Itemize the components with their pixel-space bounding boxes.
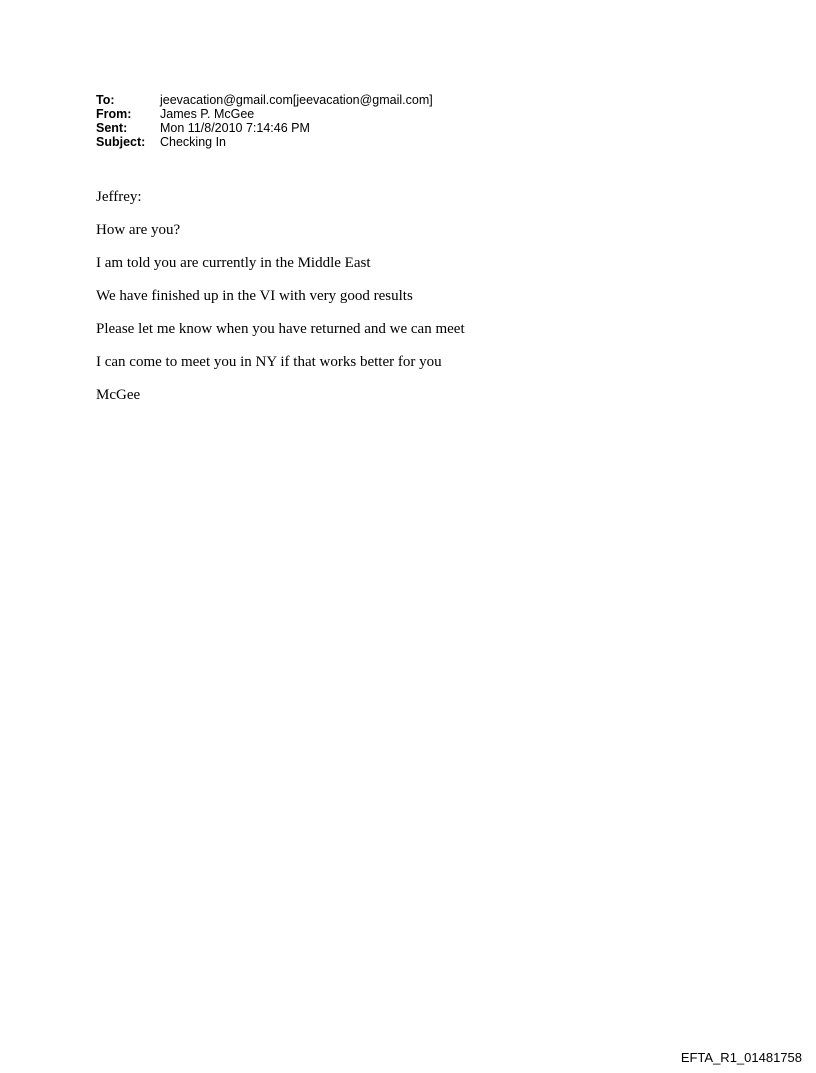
body-line: We have finished up in the VI with very good results bbox=[96, 288, 413, 304]
from-label: From: bbox=[96, 107, 132, 121]
email-header bbox=[96, 93, 433, 149]
to-label: To: bbox=[96, 93, 115, 107]
subject-label: Subject: bbox=[96, 135, 146, 149]
sent-label: Sent: bbox=[96, 121, 128, 135]
document-id: EFTA_R1_01481758 bbox=[680, 1050, 802, 1065]
header-row-from bbox=[96, 107, 433, 121]
header-row-to bbox=[96, 93, 433, 107]
to-value: jeevacation@gmail.com[jeevacation@gmail.com] bbox=[160, 93, 433, 107]
from-value: James P. McGee bbox=[160, 107, 255, 121]
greeting: Jeffrey: bbox=[96, 189, 142, 205]
sent-value: Mon 11/8/2010 7:14:46 PM bbox=[160, 121, 310, 135]
body-line: How are you? bbox=[96, 222, 181, 238]
email-body bbox=[96, 188, 465, 419]
body-line: I can come to meet you in NY if that works better for you bbox=[96, 354, 442, 370]
body-line: I am told you are currently in the Middle East bbox=[96, 255, 371, 271]
header-row-subject bbox=[96, 135, 433, 149]
header-row-sent bbox=[96, 121, 433, 135]
signature: McGee bbox=[96, 387, 141, 403]
subject-value: Checking In bbox=[160, 135, 227, 149]
body-line: Please let me know when you have returned and we can meet bbox=[96, 321, 465, 337]
